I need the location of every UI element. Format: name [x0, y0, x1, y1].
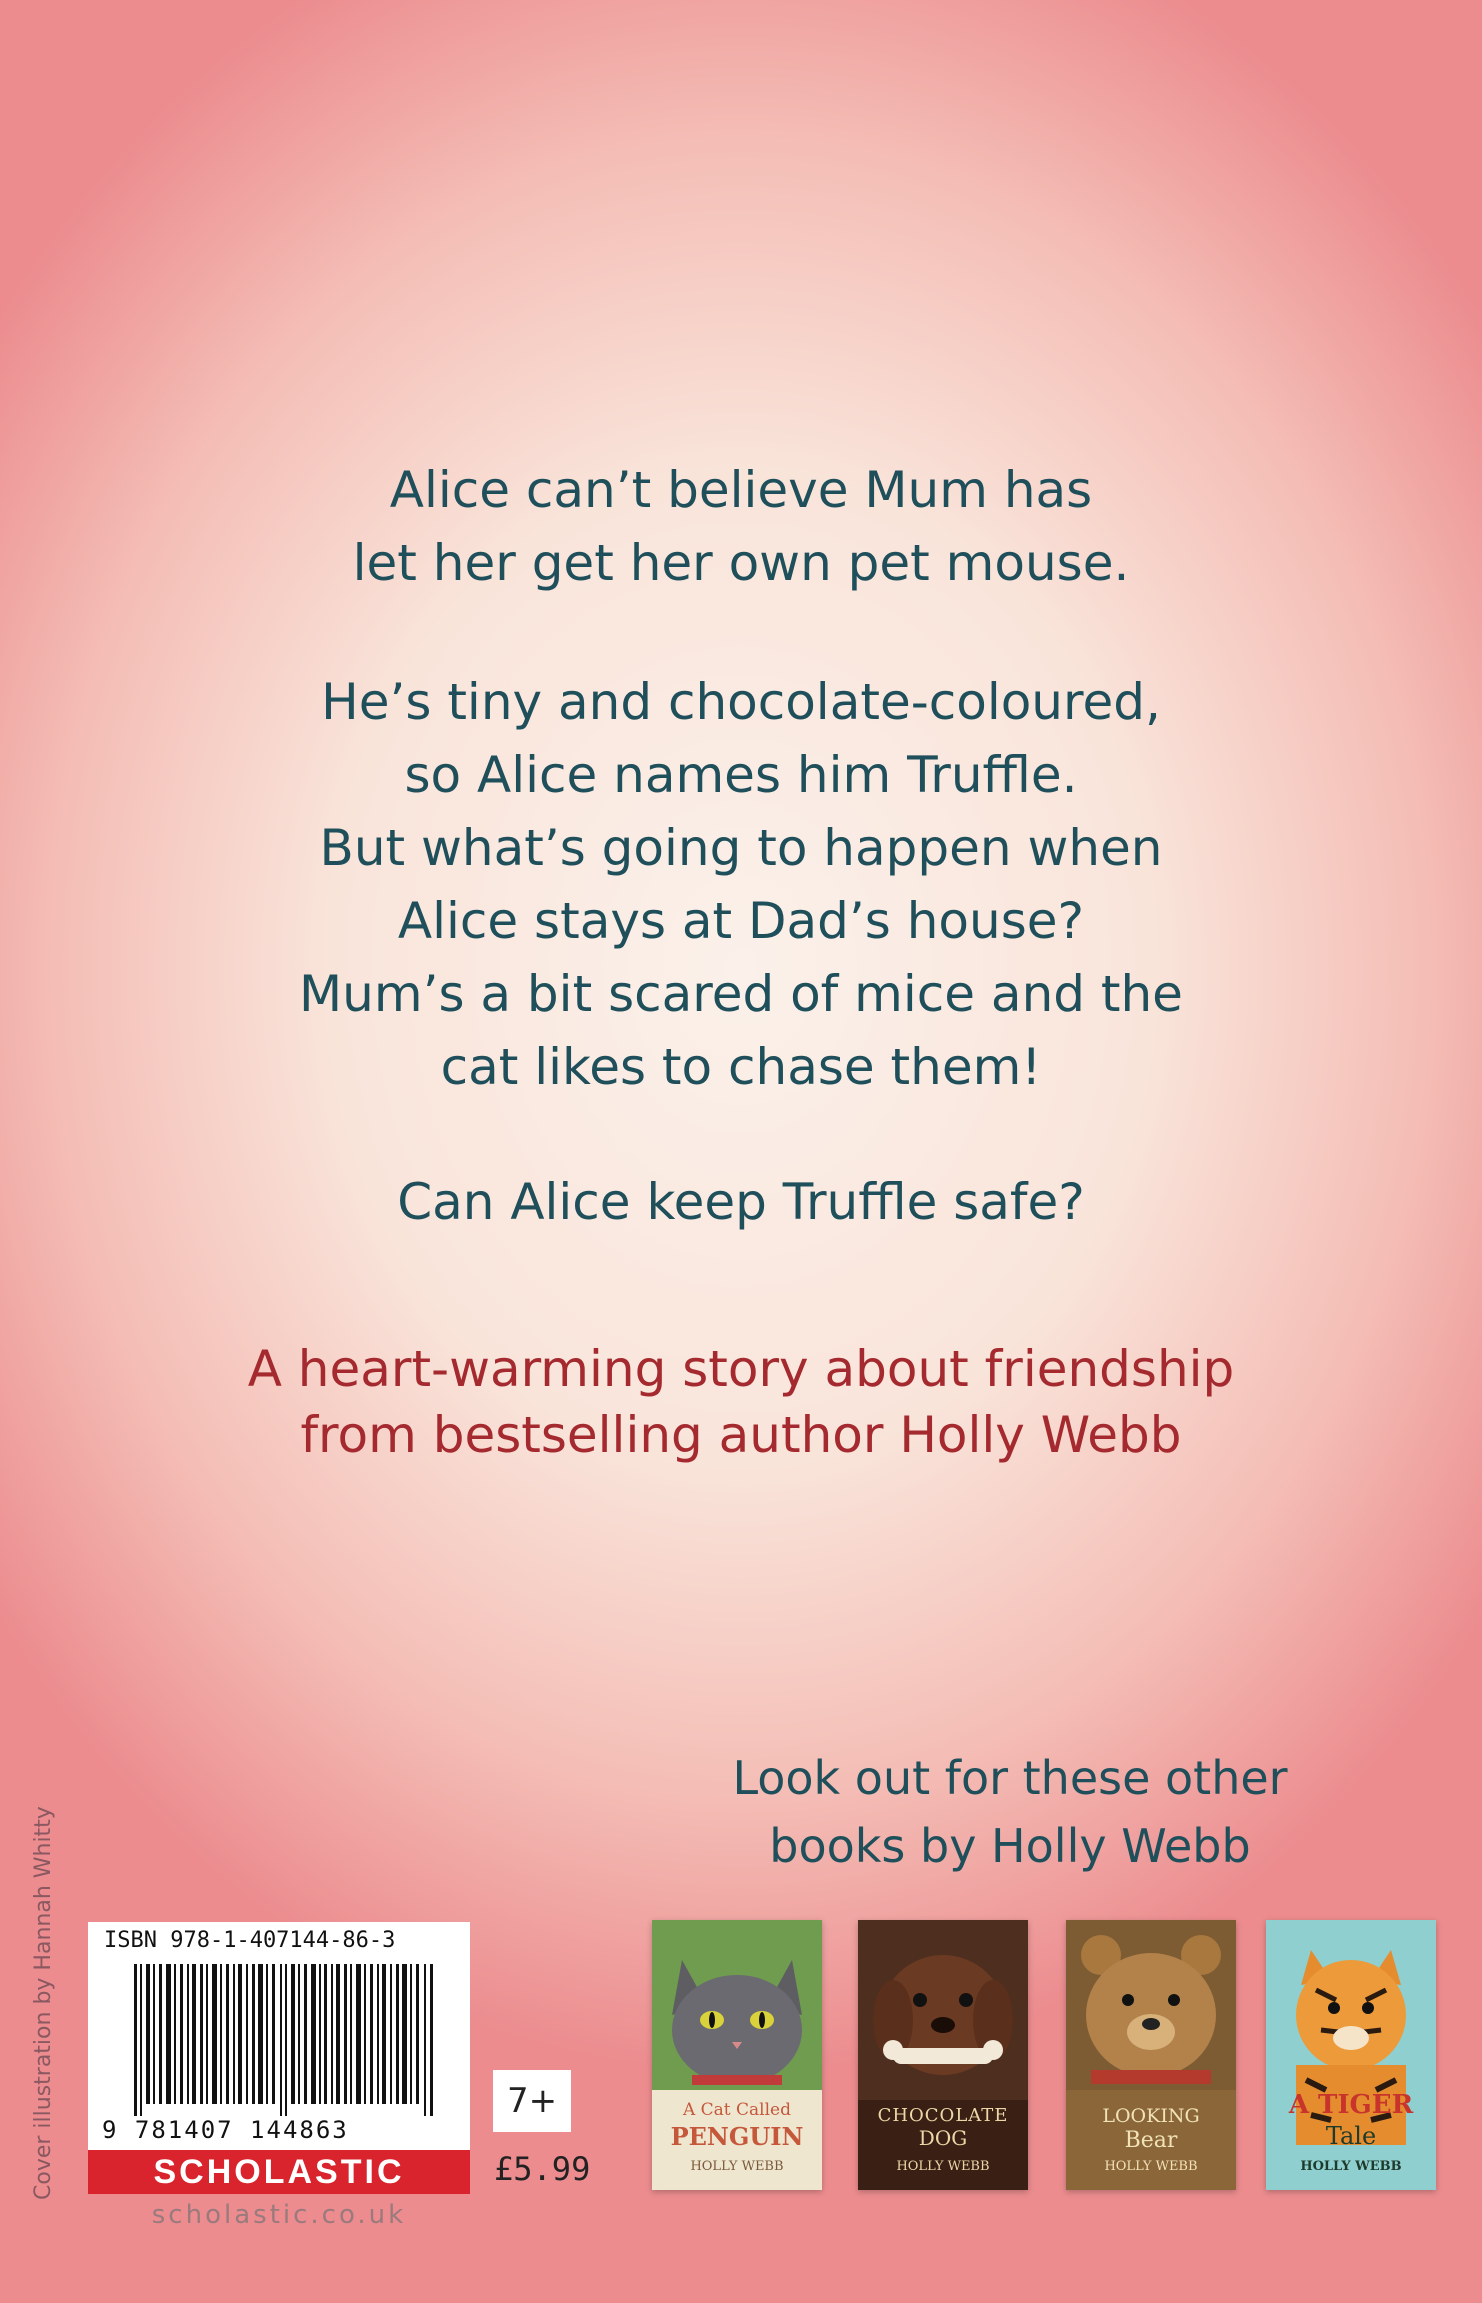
book-cover-looking-bear: [1066, 1920, 1236, 2190]
book-title-b: Tale: [1325, 2122, 1377, 2150]
blurb-line: Alice stays at Dad’s house?: [397, 892, 1085, 950]
blurb-line: so Alice names him Truffle.: [404, 746, 1078, 804]
look-out-line: Look out for these other: [732, 1751, 1288, 1805]
book-title-b: Bear: [1124, 2128, 1178, 2153]
tagline-line: from bestselling author Holly Webb: [300, 1406, 1182, 1464]
blurb-line: But what’s going to happen when: [319, 819, 1163, 877]
blurb-line: Mum’s a bit scared of mice and the: [299, 965, 1183, 1023]
scholastic-logo: SCHOLASTIC: [88, 2150, 470, 2194]
book-cover-penguin: [652, 1920, 822, 2190]
blurb-paragraph-2: [0, 666, 1482, 1104]
book-author: HOLLY WEBB: [896, 2159, 990, 2174]
look-out-line: books by Holly Webb: [769, 1819, 1251, 1873]
blurb-paragraph-1: [0, 454, 1482, 600]
blurb-line: Alice can’t believe Mum has: [389, 461, 1093, 519]
book-cover-tiger-tale: [1266, 1920, 1436, 2190]
tagline-line: A heart-warming story about friendship: [247, 1340, 1235, 1398]
book-title-a: LOOKING: [1102, 2105, 1200, 2127]
book-title-b: PENGUIN: [670, 2122, 804, 2151]
book-title-a: A TIGER: [1288, 2090, 1414, 2120]
book-title-b: DOG: [918, 2126, 968, 2150]
book-author: HOLLY WEBB: [1104, 2159, 1198, 2174]
book-title-a: CHOCOLATE: [877, 2105, 1009, 2126]
isbn-text: ISBN 978-1-407144-86-3: [104, 1928, 396, 1953]
price-text: £5.99: [494, 2150, 591, 2188]
barcode-bars: [134, 1964, 434, 2116]
blurb-line: He’s tiny and chocolate-coloured,: [321, 673, 1161, 731]
blurb-line: let her get her own pet mouse.: [352, 534, 1130, 592]
book-author: HOLLY WEBB: [1300, 2159, 1402, 2174]
website-text: scholastic.co.uk: [151, 2200, 407, 2230]
blurb-question: Can Alice keep Truffle safe?: [397, 1173, 1085, 1231]
book-author: HOLLY WEBB: [690, 2159, 784, 2174]
look-out-heading: [640, 1744, 1380, 1880]
cover-credit: Cover illustration by Hannah Whitty: [31, 1806, 56, 2200]
blurb-line: cat likes to chase them!: [440, 1038, 1042, 1096]
barcode-digits: 9 781407 144863: [102, 2116, 349, 2144]
age-badge: 7+: [493, 2070, 571, 2132]
tagline: [0, 1336, 1482, 1468]
book-cover-chocolate-dog: [858, 1920, 1028, 2190]
book-title-a: A Cat Called: [682, 2100, 792, 2120]
